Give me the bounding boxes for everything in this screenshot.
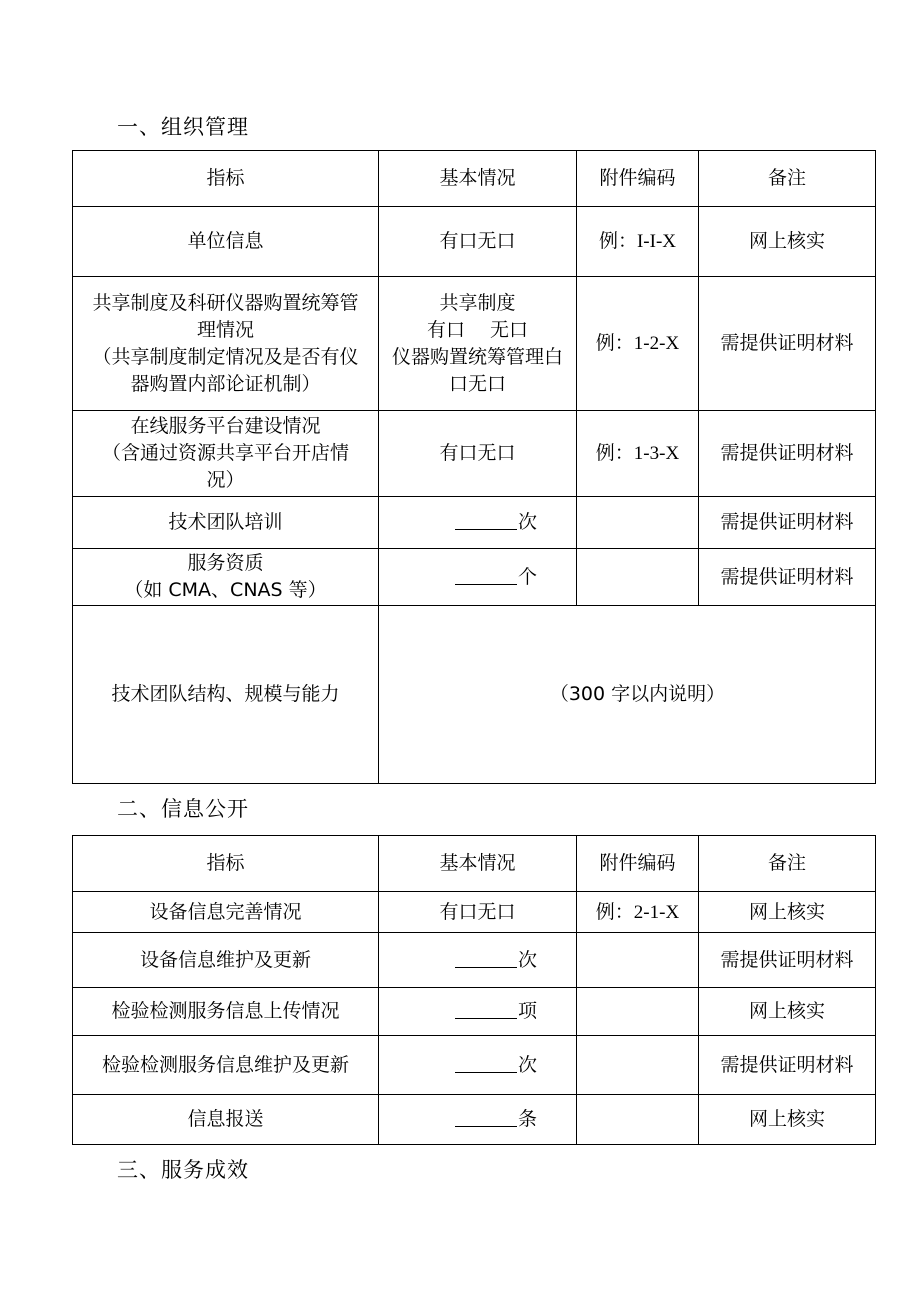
header-attachment-code: 附件编码 [577,836,699,892]
unit-label: 条 [517,1108,537,1130]
note-text: 网上核实 [748,230,825,252]
note-cell [699,1036,876,1095]
table-row [73,933,876,988]
indicator-line: 设备信息维护及更新 [139,948,311,971]
fill-in-blank[interactable] [455,1106,517,1127]
fill-in-blank[interactable] [455,947,517,968]
attachment-code: 例：1-2-X [595,333,680,354]
status-cell [379,549,577,606]
indicator-cell [73,988,379,1036]
status-line: 有口 无口 [426,318,529,341]
indicator-cell [73,1095,379,1145]
indicator-line: （如 CMA、CNAS 等） [124,579,327,601]
section-title-organization: 一、组织管理 [117,115,249,139]
indicator-line: 器购置内部论证机制） [130,372,321,395]
status-line: 有口无口 [439,442,516,464]
table-row [73,606,876,784]
attachment-code-cell [577,892,699,933]
attachment-code-cell [577,411,699,497]
indicator-cell [73,411,379,497]
unit-label: 项 [517,1000,537,1022]
note-cell [699,892,876,933]
note-cell [699,933,876,988]
fill-in-blank[interactable] [455,509,517,530]
indicator-line: 技术团队培训 [168,511,283,533]
status-cell [379,207,577,277]
header-status: 基本情况 [379,836,577,892]
attachment-code-cell [577,1036,699,1095]
status-line: 有口无口 [439,230,516,252]
status-cell [379,277,577,411]
status-cell [379,933,577,988]
status-cell [379,1095,577,1145]
fill-in-blank[interactable] [455,564,517,585]
section-title-info-disclosure: 二、信息公开 [117,797,249,821]
indicator-line: （共享制度制定情况及是否有仪 [92,345,359,368]
note-cell [699,411,876,497]
indicator-line: 单位信息 [187,230,264,252]
note-cell [699,1095,876,1145]
table-row [73,549,876,606]
note-text: 网上核实 [748,900,825,923]
team-structure-indicator: 技术团队结构、规模与能力 [73,606,379,784]
attachment-code: 例：2-1-X [595,901,680,923]
table-row [73,892,876,933]
status-cell [379,1036,577,1095]
note-cell [699,207,876,277]
table-row [73,1095,876,1145]
indicator-cell [73,549,379,606]
note-text: 网上核实 [748,1000,825,1022]
indicator-cell [73,933,379,988]
indicator-line: （含通过资源共享平台开店情 [101,442,349,464]
table-row [73,277,876,411]
status-cell [379,497,577,549]
unit-label: 次 [517,1053,537,1076]
status-cell [379,411,577,497]
fill-in-blank[interactable] [455,998,517,1019]
indicator-line: 在线服务平台建设情况 [130,415,321,437]
header-status: 基本情况 [379,151,577,207]
team-structure-content [379,606,876,784]
indicator-line: 理情况 [196,318,254,341]
indicator-line: 检验检测服务信息上传情况 [111,1000,340,1022]
note-cell [699,277,876,411]
fill-in-blank[interactable] [455,1052,517,1073]
indicator-line: 服务资质 [187,552,264,574]
indicator-line: 信息报送 [187,1108,264,1130]
status-line: 有口无口 [439,900,516,923]
indicator-cell [73,207,379,277]
table-row [73,411,876,497]
note-text: 网上核实 [748,1108,825,1130]
status-cell [379,892,577,933]
header-indicator: 指标 [73,151,379,207]
indicator-line: 共享制度及科研仪器购置统筹管 [92,291,359,314]
attachment-code-cell [577,933,699,988]
header-note: 备注 [699,836,876,892]
attachment-code-cell [577,277,699,411]
attachment-code-cell [577,207,699,277]
table-row [73,1036,876,1095]
indicator-cell [73,277,379,411]
team-structure-hint: （300 字以内说明） [549,683,726,705]
indicator-line: 设备信息完善情况 [149,900,302,923]
header-indicator: 指标 [73,836,379,892]
indicator-cell [73,892,379,933]
attachment-code-cell [577,988,699,1036]
note-cell [699,497,876,549]
status-line: 共享制度 [439,291,516,314]
header-note: 备注 [699,151,876,207]
note-cell [699,988,876,1036]
header-attachment-code: 附件编码 [577,151,699,207]
table-header-row [73,151,876,207]
table-row [73,497,876,549]
note-cell [699,549,876,606]
indicator-cell [73,1036,379,1095]
attachment-code-cell [577,497,699,549]
status-line: 口无口 [448,372,506,395]
note-text: 需提供证明材料 [720,1053,854,1076]
unit-label: 次 [517,511,537,533]
note-text: 需提供证明材料 [720,948,854,971]
status-cell [379,988,577,1036]
unit-label: 次 [517,948,537,971]
note-text: 需提供证明材料 [720,511,854,533]
table-header-row [73,836,876,892]
organization-table [72,150,876,784]
indicator-cell [73,497,379,549]
attachment-code-cell [577,1095,699,1145]
section-title-service-results: 三、服务成效 [117,1158,249,1182]
table-row [73,988,876,1036]
indicator-line: 况） [206,469,245,491]
indicator-line: 检验检测服务信息维护及更新 [101,1053,349,1076]
note-text: 需提供证明材料 [720,332,854,354]
info-disclosure-table [72,835,876,1145]
status-line: 仪器购置统筹管理白 [391,345,563,368]
attachment-code: 例：I-I-X [598,231,677,252]
table-row [73,207,876,277]
attachment-code: 例：1-3-X [595,443,680,464]
note-text: 需提供证明材料 [720,442,854,464]
note-text: 需提供证明材料 [720,565,854,588]
attachment-code-cell [577,549,699,606]
unit-label: 个 [517,565,537,588]
